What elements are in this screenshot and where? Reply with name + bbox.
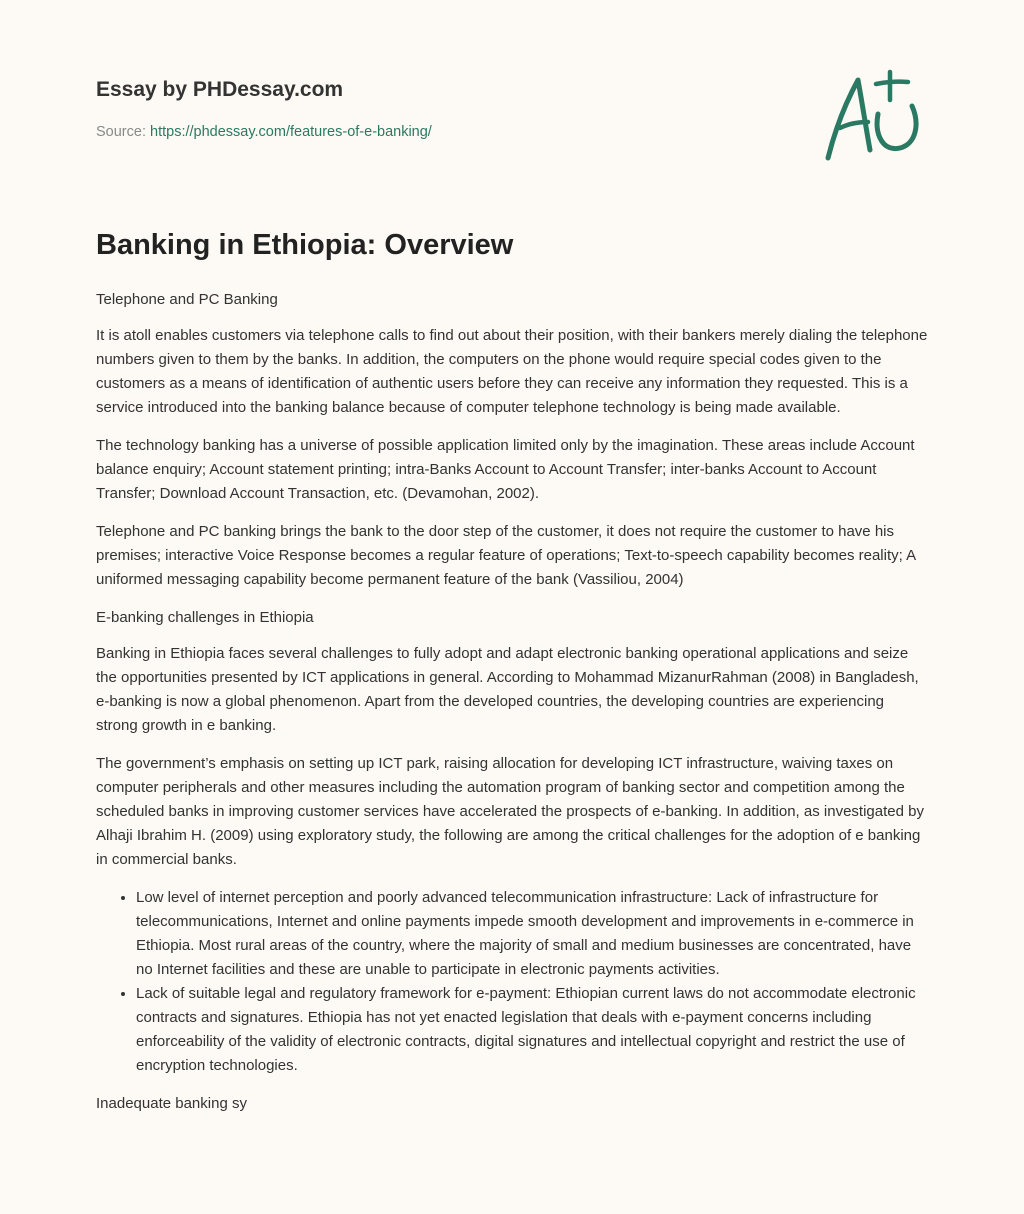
article [96, 226, 928, 1128]
section-heading-e-banking-challenges: E-banking challenges in Ethiopia [96, 609, 314, 626]
paragraph: Banking in Ethiopia faces several challenges to fully adopt and adapt electronic banking operational applications and seize the opportunities presented by ICT applications in general. According to Mohammad MizanurRahman (2008) in Bangladesh, e-banking is now a global phenomenon. Apart from the developed countries, the developing countries are experiencing strong growth in e banking. [96, 645, 919, 734]
paragraph: It is atoll enables customers via telephone calls to find out about their position, with their bankers merely dialing the telephone numbers given to them by the banks. In addition, the computers on the phone would require special codes given to the customers as a means of identification of authentic users before they can receive any information they requested. This is a service introduced into the banking balance because of computer telephone technology is being made available. [96, 327, 928, 416]
source-line [96, 124, 432, 140]
a-plus-logo-icon [820, 66, 924, 166]
article-title: Banking in Ethiopia: Overview [96, 229, 514, 261]
paragraph: The government’s emphasis on setting up ICT park, raising allocation for developing ICT infrastructure, waiving taxes on computer peripherals and other measures including the automation program of banking sector and competition among the scheduled banks in improving customer services have accelerated the prospects of e-banking. In addition, as investigated by Alhaji Ibrahim H. (2009) using exploratory study, the following are among the critical challenges for the adoption of e banking in commercial banks. [96, 755, 924, 868]
site-title: Essay by PHDessay.com [96, 78, 344, 101]
list-item: • Lack of suitable legal and regulatory framework for e-payment: Ethiopian current laws do not accommodate electronic contracts and signatures. Ethiopia has not yet enacted legislation that deals with e-payment concerns including enforceability of the validity of electronic contracts, digital signatures and intellectual copyright and restrict the use of encryption technologies. [136, 982, 928, 1078]
section-heading-inadequate-banking: Inadequate banking sy [96, 1095, 247, 1112]
list-item: • Low level of internet perception and poorly advanced telecommunication infrastructure: Lack of infrastructure for telecommunications, Internet and online payments impede smooth development and improvements in e-commerce in Ethiopia. Most rural areas of the country, where the majority of small and medium businesses are concentrated, have no Internet facilities and these are unable to participate in electronic payments activities. [136, 886, 928, 982]
paragraph: Telephone and PC banking brings the bank to the door step of the customer, it does not require the customer to have his premises; interactive Voice Response becomes a regular feature of operations; Text-to-speech capability becomes reality; A uniformed messaging capability become permanent feature of the bank (Vassiliou, 2004) [96, 523, 916, 588]
section-heading-telephone-pc-banking: Telephone and PC Banking [96, 291, 278, 308]
paragraph: The technology banking has a universe of possible application limited only by the imagination. These areas include Account balance enquiry; Account statement printing; intra-Banks Account to Account Transfer; inter-banks Account to Account Transfer; Download Account Transaction, etc. (Devamohan, 2002). [96, 437, 915, 502]
page-header [96, 76, 928, 140]
source-link[interactable]: https://phdessay.com/features-of-e-banking/ [150, 124, 432, 140]
challenges-list [96, 886, 928, 1078]
source-label: Source: [96, 124, 146, 140]
